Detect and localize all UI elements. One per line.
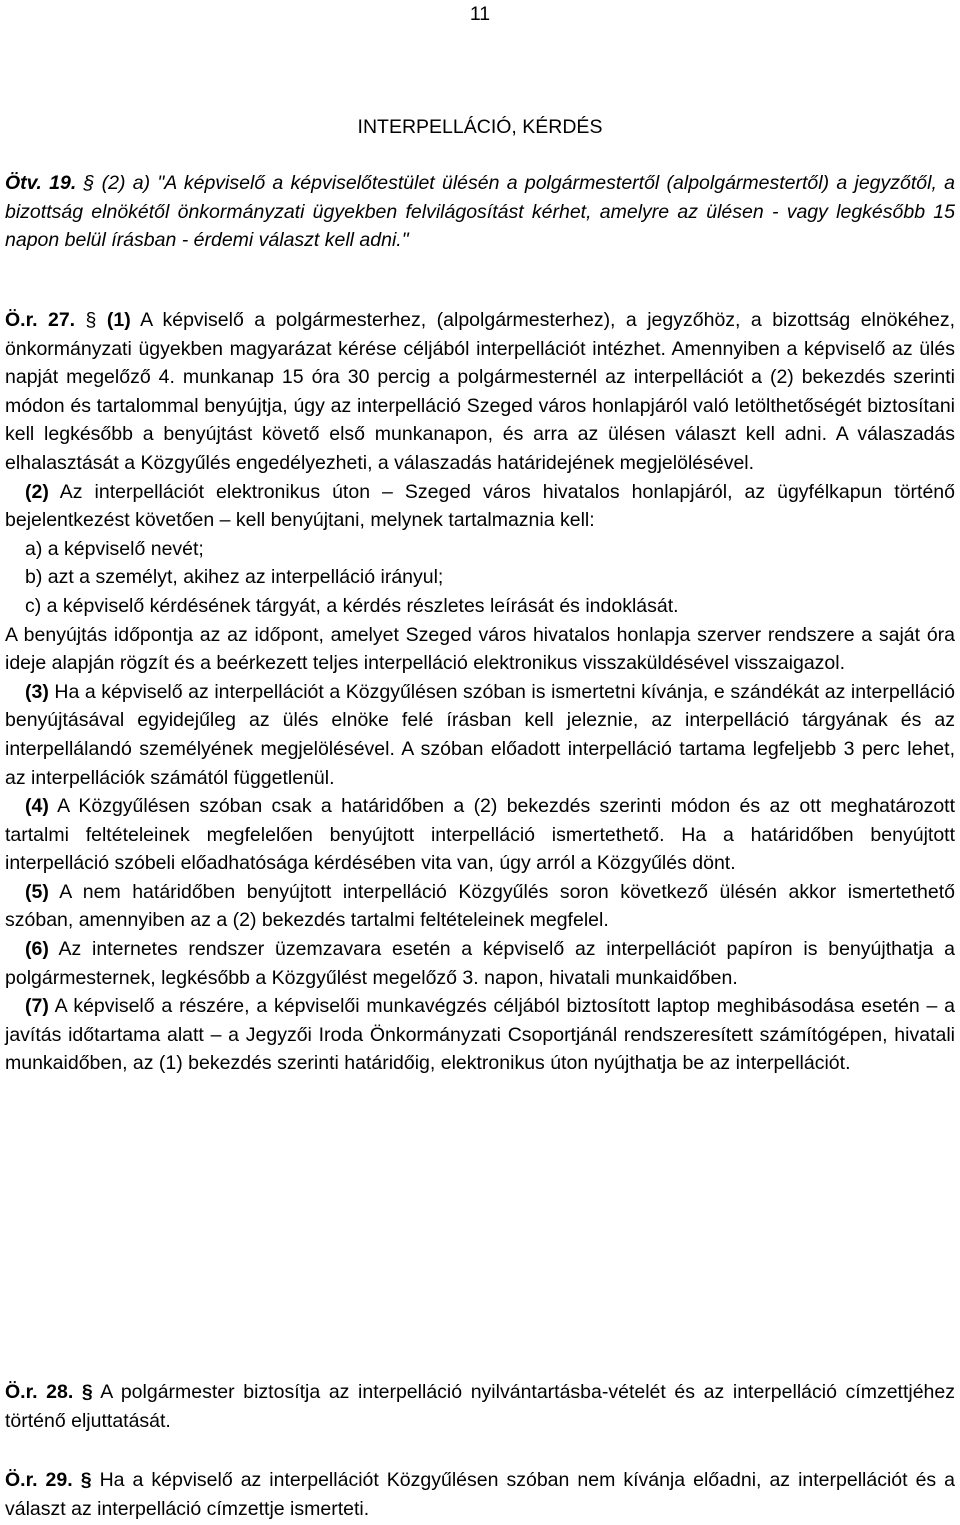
section-sign: § — [80, 1469, 92, 1491]
section-sign: § — [83, 172, 95, 194]
or28-paragraph — [5, 1378, 955, 1435]
or27-paragraph-4 — [5, 792, 955, 878]
paragraph-number: (6) — [25, 938, 49, 961]
page-title: INTERPELLÁCIÓ, KÉRDÉS — [357, 116, 603, 138]
or27-paragraph-7 — [5, 992, 955, 1078]
paragraph-text: Ha a képviselő az interpellációt a Közgyűlésen szóban is ismertetni kívánja, e szándékát az interpelláció benyújtásával egyidejűleg az ülés elnöke felé írásban kell jeleznie, az interpelláció tárgyának és az interpellálandó személyének megjelölésével. A szóban előadott interpelláció tartama legfeljebb 3 perc lehet, az interpellációk számától függetlenül. — [5, 680, 955, 789]
paragraph-text: A Közgyűlésen szóban csak a határidőben a (2) bekezdés szerinti módon és az ott meghatározott tartalmi feltételeinek megfelelően benyújtott interpelláció ismertethető. Ha a határidőben benyújtott interpelláció szóbeli előadhatósága kérdésében vita van, úgy arról a Közgyűlés dönt. — [5, 795, 956, 875]
paragraph-text: A polgármester biztosítja az interpelláció nyilvántartásba-vételét és az interpelláció címzettjéhez történő eljuttatását. — [5, 1381, 955, 1432]
otv-label: Ötv. 19. — [5, 172, 77, 194]
or29-label: Ö.r. 29. — [5, 1469, 73, 1491]
or27-paragraph-3 — [5, 678, 955, 792]
or27-paragraph-6 — [5, 935, 955, 992]
paragraph-text: A nem határidőben benyújtott interpelláció Közgyűlés soron következő ülésén akkor ismertethető szóban, amennyiben az a (2) bekezdés tartalmi feltételeinek megfelel. — [5, 880, 956, 932]
paragraph-number: (3) — [25, 680, 49, 703]
paragraph-text: A képviselő a polgármesterhez, (alpolgármesterhez), a jegyzőhöz, a bizottság elnökéhez, önkormányzati ügyekben magyarázat kérése céljából interpellációt intézhet. Amennyiben a képviselő az ülés napját megelőző 4. munkanap 15 óra 30 percig a polgármesternél az interpellációt a (2) bekezdés szerinti módon és tartalommal benyújtja, úgy az interpelláció Szeged város honlapjáról való letölthetőségét biztosítani kell legkésőbb a benyújtást követő első munkanapon, és arra az ülésen választ kell adni. A válaszadás elhalasztását a Közgyűlés engedélyezheti, a válaszadás határidejének megjelölésével. — [5, 309, 956, 474]
or27-section — [5, 306, 955, 1078]
paragraph-number: (4) — [25, 795, 49, 818]
section-sign: § — [81, 1381, 93, 1403]
list-item: c) a képviselő kérdésének tárgyát, a kérdés részletes leírását és indoklását. — [25, 594, 679, 617]
or27-paragraph-1 — [5, 306, 955, 478]
paragraph-number: (2) — [25, 480, 49, 503]
otv-text: (2) a) "A képviselő a képviselőtestület ülésén a polgármestertől (alpolgármestertől) a jegyzőtől, a bizottság elnökétől önkormányzati ügyekben felvilágosítást kérhet, amelyre az ülésen - vagy legkésőbb 15 napon belül írásban - érdemi választ kell adni." — [5, 172, 955, 252]
paragraph-text: Ha a képviselő az interpellációt Közgyűlésen szóban nem kívánja előadni, az interpellációt és a választ az interpelláció címzettje ismerteti. — [5, 1469, 956, 1520]
or27-paragraph-5 — [5, 878, 955, 935]
paragraph-number: (7) — [25, 995, 49, 1018]
paragraph-number: (5) — [25, 880, 49, 903]
or28-label: Ö.r. 28. — [5, 1381, 74, 1403]
or27-label: Ö.r. 27. — [5, 309, 76, 331]
paragraph-text: Az internetes rendszer üzemzavara esetén a képviselő az interpellációt papíron is benyújthatja a polgármesternek, legkésőbb a Közgyűlést megelőző 3. napon, hivatali munkaidőben. — [5, 938, 955, 989]
or29-paragraph — [5, 1466, 955, 1523]
list-item: b) azt a személyt, akihez az interpelláció irányul; — [25, 566, 444, 589]
paragraph-number: (1) — [106, 309, 131, 331]
section-sign: § — [85, 309, 97, 331]
paragraph-text: Az interpellációt elektronikus úton – Szeged város hivatalos honlapjáról, az ügyfélkapun történő bejelentkezést követően – kell benyújtani, melynek tartalmaznia kell: — [5, 480, 955, 532]
paragraph-text: A képviselő a részére, a képviselői munkavégzés céljából biztosított laptop meghibásodása esetén – a javítás időtartama alatt – a Jegyzői Iroda Önkormányzati Csoportjánál rendszeresített számítógépen, hivatali munkaidőben, az (1) bekezdés szerinti határidőig, elektronikus úton nyújthatja be az interpellációt. — [5, 995, 955, 1075]
otv-paragraph — [5, 169, 955, 255]
list-item: a) a képviselő nevét; — [25, 537, 204, 560]
or27-paragraph-2-after: A benyújtás időpontja az az időpont, amelyet Szeged város hivatalos honlapja szerver rendszere a saját óra ideje alapján rögzít és a beérkezett teljes interpelláció elektronikus visszaküldésével visszaigazol. — [5, 623, 955, 675]
or27-paragraph-2 — [5, 478, 955, 535]
page-number: 11 — [469, 3, 491, 25]
